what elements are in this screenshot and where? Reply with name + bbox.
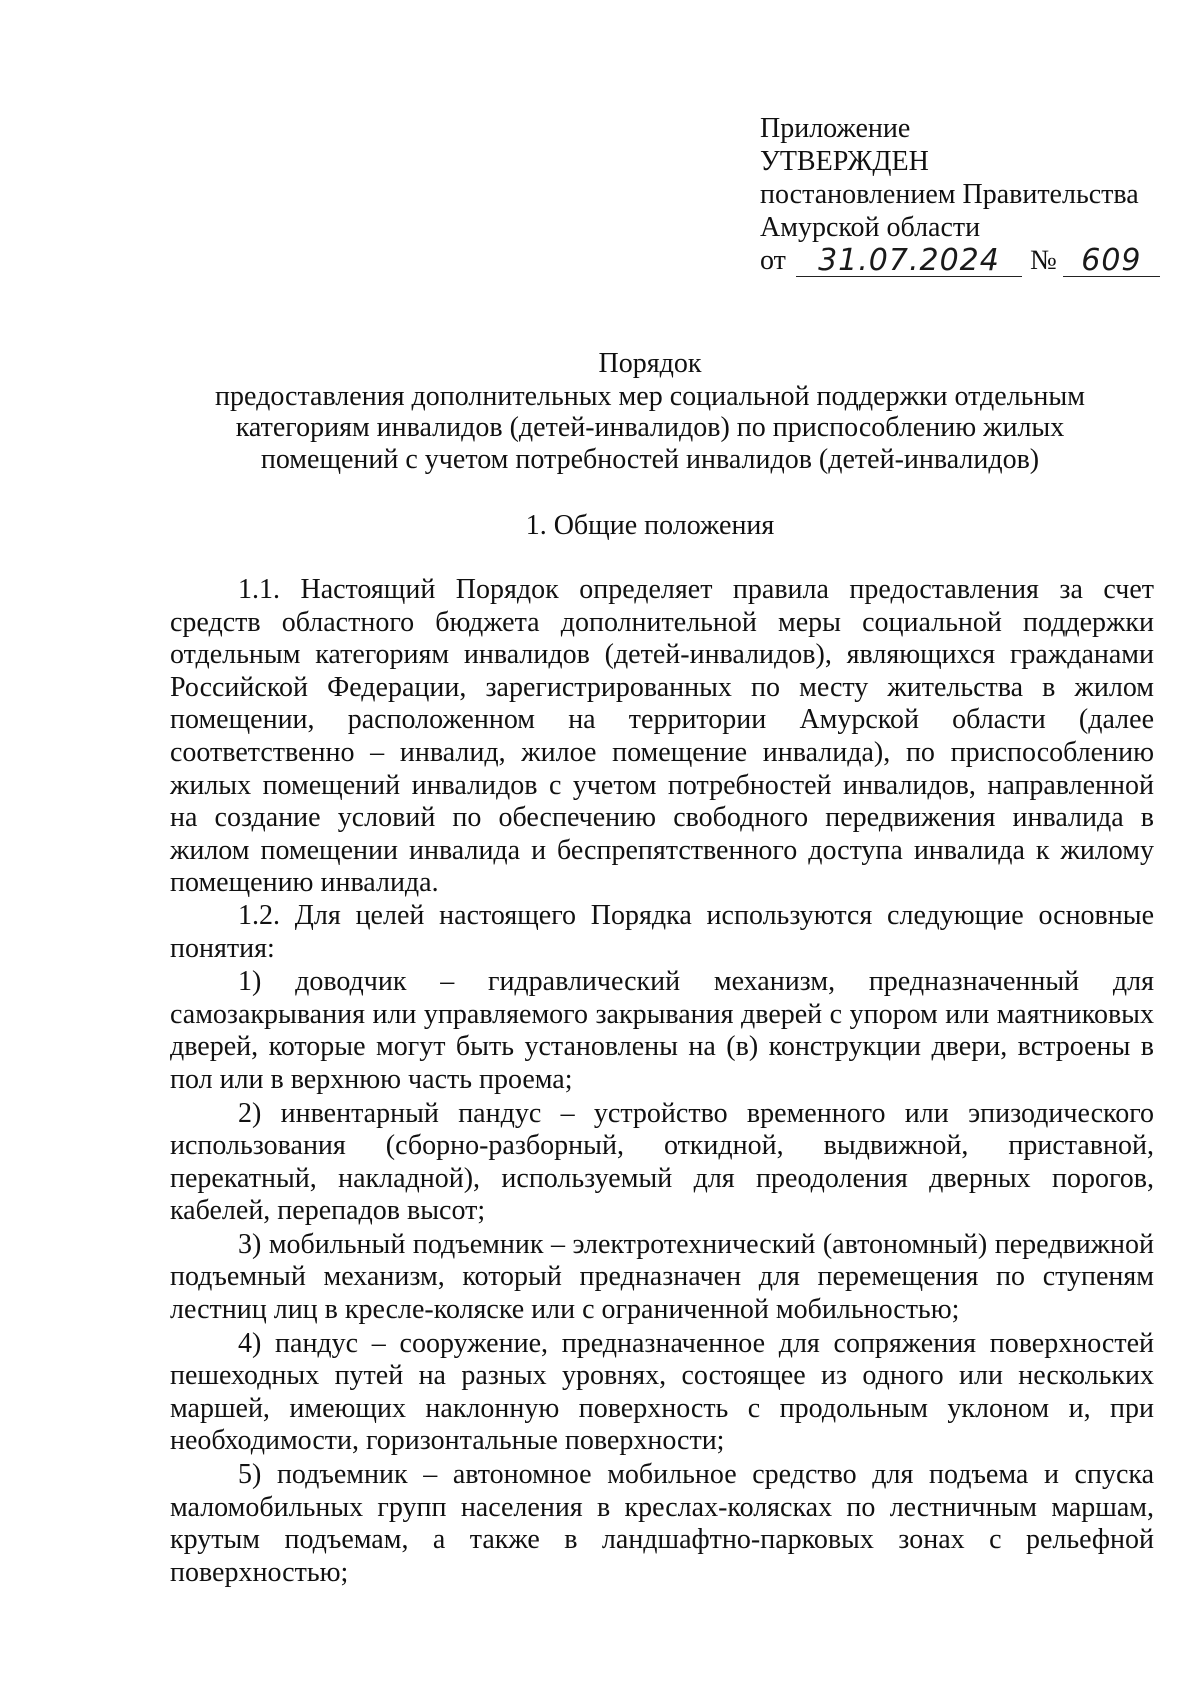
approved-label: УТВЕРЖДЕН	[760, 146, 929, 177]
appendix-label: Приложение	[760, 113, 911, 144]
handwritten-number: 609	[1063, 246, 1160, 277]
section-heading: 1. Общие положения	[525, 510, 775, 541]
document-body	[170, 574, 1154, 1589]
from-label: от	[760, 245, 786, 276]
paragraph-1-2: 1.2. Для целей настоящего Порядка используются следующие основные понятия:	[170, 899, 1154, 964]
paragraph-1-1: 1.1. Настоящий Порядок определяет правила предоставления за счет средств областного бюджета дополнительной меры социальной поддержки отдельным категориям инвалидов (детей-инвалидов), являющихся гражданами Российской Федерации, зарегистрированных по месту жительства в жилом помещении, расположенном на территории Амурской области (далее соответственно – инвалид, жилое помещение инвалида), по приспособлению жилых помещений инвалидов с учетом потребностей инвалидов, направленной на создание условий по обеспечению свободного передвижения инвалида в жилом помещении инвалида и беспрепятственного доступа инвалида к жилому помещению инвалида.	[170, 574, 1154, 899]
date-number-line	[760, 244, 1160, 277]
region-label: Амурской области	[760, 212, 981, 243]
approval-block	[760, 112, 1160, 277]
definition-item-5: 5) подъемник – автономное мобильное средство для подъема и спуска маломобильных групп населения в креслах-колясках по лестничным маршам, крутым подъемам, а также в ландшафтно-парковых зонах с рельефной поверхностью;	[170, 1459, 1154, 1588]
definition-item-2: 2) инвентарный пандус – устройство временного или эпизодического использования (сборно-разборный, откидной, выдвижной, приставной, перекатный, накладной), используемый для преодоления дверных порогов, кабелей, перепадов высот;	[170, 1097, 1154, 1227]
number-sign: №	[1030, 245, 1057, 276]
title-subtitle: предоставления дополнительных мер социальной поддержки отдельным категориям инвалидов (детей-инвалидов) по приспособлению жилых помещений с учетом потребностей инвалидов (детей-инвалидов)	[215, 380, 1085, 475]
resolution-label: постановлением Правительства	[760, 179, 1139, 210]
document-title	[150, 348, 1150, 475]
definition-item-3: 3) мобильный подъемник – электротехнический (автономный) передвижной подъемный механизм, который предназначен для перемещения по ступеням лестниц лиц в кресле-коляске или с ограниченной мобильностью;	[170, 1228, 1154, 1326]
title-heading: Порядок	[598, 348, 702, 379]
definition-item-1: 1) доводчик – гидравлический механизм, предназначенный для самозакрывания или управляемого закрывания дверей с упором или маятниковых дверей, которые могут быть установлены на (в) конструкции двери, встроены в пол или в верхнюю часть проема;	[170, 966, 1154, 1095]
handwritten-date: 31.07.2024	[796, 246, 1022, 277]
definition-item-4: 4) пандус – сооружение, предназначенное для сопряжения поверхностей пешеходных путей на разных уровнях, состоящее из одного или нескольких маршей, имеющих наклонную поверхность с продольным уклоном и, при необходимости, горизонтальные поверхности;	[170, 1327, 1154, 1457]
